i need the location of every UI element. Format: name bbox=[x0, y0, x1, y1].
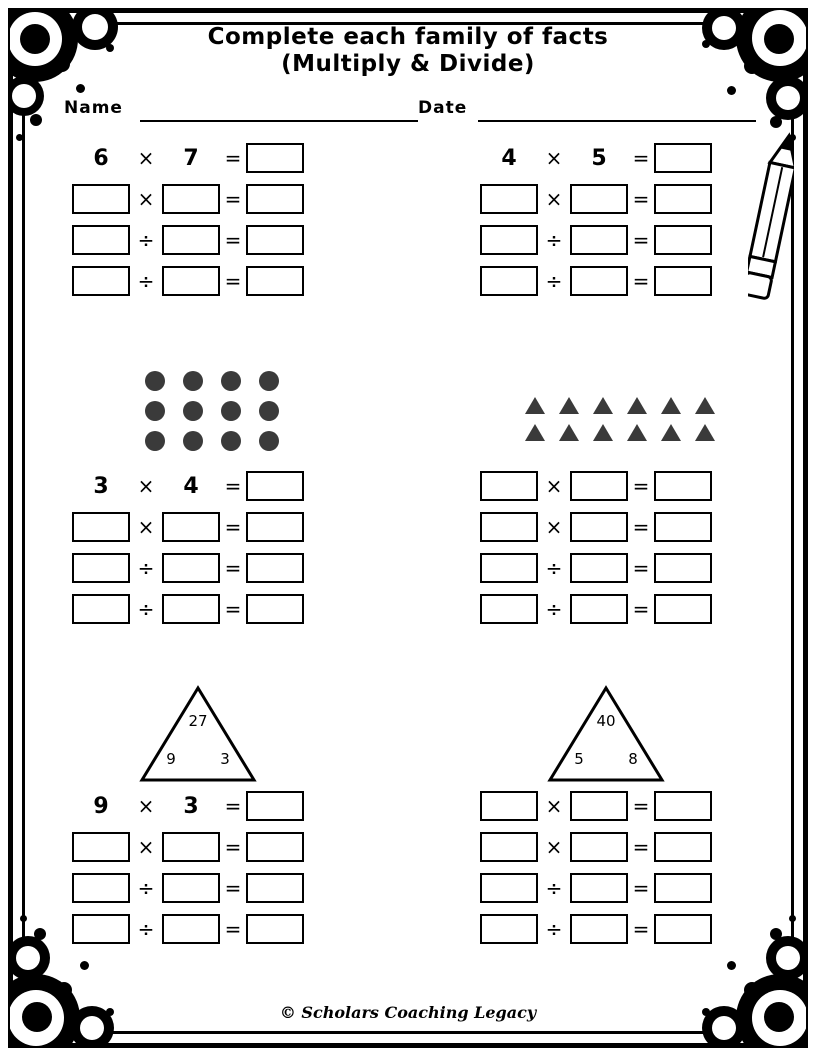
triangle-icon bbox=[695, 397, 715, 414]
name-label: Name bbox=[64, 98, 123, 118]
answer-box[interactable] bbox=[162, 594, 220, 624]
answer-box[interactable] bbox=[480, 791, 538, 821]
footer-credit: © Scholars Coaching Legacy bbox=[279, 1003, 537, 1022]
fact-row-given bbox=[480, 140, 712, 176]
answer-box[interactable] bbox=[570, 266, 628, 296]
answer-box[interactable] bbox=[480, 914, 538, 944]
answer-box[interactable] bbox=[162, 832, 220, 862]
fact-triangle-5 bbox=[138, 684, 258, 784]
fact-row bbox=[480, 870, 712, 906]
answer-box[interactable] bbox=[480, 184, 538, 214]
operator-divide: ÷ bbox=[545, 876, 563, 900]
given-factor-a: 6 bbox=[93, 145, 109, 171]
operator-times: × bbox=[137, 794, 155, 818]
answer-box[interactable] bbox=[246, 512, 304, 542]
answer-box[interactable] bbox=[654, 791, 712, 821]
dot-icon bbox=[183, 371, 203, 391]
fact-row bbox=[72, 591, 304, 627]
operator-divide: ÷ bbox=[137, 876, 155, 900]
fact-triangle-product: 27 bbox=[188, 712, 208, 730]
equals-sign: = bbox=[632, 556, 650, 580]
answer-box[interactable] bbox=[162, 914, 220, 944]
title-line-1: Complete each family of facts bbox=[207, 24, 609, 50]
name-input-line[interactable] bbox=[140, 120, 418, 122]
fact-row bbox=[72, 870, 304, 906]
answer-box[interactable] bbox=[654, 914, 712, 944]
given-factor-b: 4 bbox=[183, 473, 199, 499]
given-factor-a: 3 bbox=[93, 473, 109, 499]
operator-divide: ÷ bbox=[545, 556, 563, 580]
equals-sign: = bbox=[632, 228, 650, 252]
answer-box[interactable] bbox=[72, 914, 130, 944]
answer-box[interactable] bbox=[72, 225, 130, 255]
answer-box[interactable] bbox=[480, 471, 538, 501]
answer-box[interactable] bbox=[654, 143, 712, 173]
array-row bbox=[136, 426, 288, 456]
fact-row bbox=[72, 263, 304, 299]
answer-box[interactable] bbox=[162, 266, 220, 296]
fact-triangle-product: 40 bbox=[596, 712, 616, 730]
fact-row bbox=[480, 263, 712, 299]
answer-box[interactable] bbox=[162, 225, 220, 255]
answer-box[interactable] bbox=[480, 553, 538, 583]
fact-row bbox=[72, 181, 304, 217]
answer-box[interactable] bbox=[654, 873, 712, 903]
problem-group-4 bbox=[480, 468, 712, 632]
operator-times: × bbox=[137, 146, 155, 170]
fact-row bbox=[480, 509, 712, 545]
fact-row-given bbox=[72, 140, 304, 176]
answer-box[interactable] bbox=[570, 873, 628, 903]
array-row bbox=[136, 366, 288, 396]
answer-box[interactable] bbox=[480, 594, 538, 624]
operator-times: × bbox=[137, 474, 155, 498]
equals-sign: = bbox=[224, 269, 242, 293]
date-input-line[interactable] bbox=[478, 120, 756, 122]
equals-sign: = bbox=[632, 515, 650, 539]
fact-row bbox=[72, 222, 304, 258]
fact-row-given bbox=[72, 788, 304, 824]
dot-icon bbox=[145, 401, 165, 421]
fact-row bbox=[72, 509, 304, 545]
answer-box[interactable] bbox=[654, 832, 712, 862]
answer-box[interactable] bbox=[570, 553, 628, 583]
answer-box[interactable] bbox=[72, 512, 130, 542]
fact-row bbox=[480, 591, 712, 627]
answer-box[interactable] bbox=[72, 553, 130, 583]
operator-divide: ÷ bbox=[137, 228, 155, 252]
problem-group-5 bbox=[72, 788, 304, 952]
fact-triangle-6 bbox=[546, 684, 666, 784]
equals-sign: = bbox=[224, 187, 242, 211]
answer-box[interactable] bbox=[480, 266, 538, 296]
triangle-icon bbox=[593, 397, 613, 414]
fact-row bbox=[72, 911, 304, 947]
equals-sign: = bbox=[224, 835, 242, 859]
answer-box[interactable] bbox=[654, 471, 712, 501]
title-line-2: (Multiply & Divide) bbox=[281, 51, 535, 77]
triangle-icon bbox=[559, 397, 579, 414]
corner-decoration-top-left bbox=[10, 10, 160, 160]
triangle-icon bbox=[525, 424, 545, 441]
triangle-icon bbox=[593, 424, 613, 441]
equals-sign: = bbox=[632, 917, 650, 941]
triangle-array-2x6 bbox=[518, 392, 722, 446]
page-title bbox=[150, 24, 666, 78]
given-factor-b: 7 bbox=[183, 145, 199, 171]
dot-icon bbox=[259, 401, 279, 421]
operator-times: × bbox=[545, 187, 563, 211]
answer-box[interactable] bbox=[162, 873, 220, 903]
given-factor-a: 4 bbox=[501, 145, 517, 171]
dot-icon bbox=[145, 371, 165, 391]
operator-divide: ÷ bbox=[545, 269, 563, 293]
problem-group-3 bbox=[72, 468, 304, 632]
dot-icon bbox=[221, 401, 241, 421]
problem-group-2 bbox=[480, 140, 712, 304]
operator-divide: ÷ bbox=[137, 556, 155, 580]
answer-box[interactable] bbox=[654, 225, 712, 255]
name-date-row bbox=[58, 96, 758, 126]
answer-box[interactable] bbox=[246, 873, 304, 903]
equals-sign: = bbox=[632, 794, 650, 818]
answer-box[interactable] bbox=[480, 873, 538, 903]
operator-times: × bbox=[137, 187, 155, 211]
triangle-icon bbox=[661, 397, 681, 414]
fact-row bbox=[480, 788, 712, 824]
fact-row bbox=[480, 911, 712, 947]
answer-box[interactable] bbox=[72, 832, 130, 862]
pencil-icon bbox=[748, 130, 794, 315]
array-row bbox=[518, 419, 722, 446]
operator-times: × bbox=[545, 474, 563, 498]
answer-box[interactable] bbox=[72, 266, 130, 296]
dot-icon bbox=[145, 431, 165, 451]
operator-times: × bbox=[545, 794, 563, 818]
triangle-icon bbox=[695, 424, 715, 441]
array-row bbox=[518, 392, 722, 419]
answer-box[interactable] bbox=[654, 266, 712, 296]
date-label: Date bbox=[418, 98, 468, 118]
given-factor-b: 3 bbox=[183, 793, 199, 819]
triangle-icon bbox=[661, 424, 681, 441]
operator-divide: ÷ bbox=[137, 917, 155, 941]
operator-divide: ÷ bbox=[137, 269, 155, 293]
fact-row bbox=[480, 222, 712, 258]
answer-box[interactable] bbox=[162, 512, 220, 542]
answer-box[interactable] bbox=[246, 225, 304, 255]
equals-sign: = bbox=[224, 146, 242, 170]
operator-times: × bbox=[545, 515, 563, 539]
triangle-icon bbox=[627, 397, 647, 414]
dot-icon bbox=[221, 431, 241, 451]
answer-box[interactable] bbox=[162, 553, 220, 583]
operator-divide: ÷ bbox=[545, 917, 563, 941]
equals-sign: = bbox=[632, 597, 650, 621]
answer-box[interactable] bbox=[246, 594, 304, 624]
operator-divide: ÷ bbox=[137, 597, 155, 621]
given-factor-a: 9 bbox=[93, 793, 109, 819]
given-factor-b: 5 bbox=[591, 145, 607, 171]
answer-box[interactable] bbox=[570, 225, 628, 255]
answer-box[interactable] bbox=[246, 914, 304, 944]
answer-box[interactable] bbox=[570, 471, 628, 501]
operator-divide: ÷ bbox=[545, 228, 563, 252]
fact-triangle-factor-right: 8 bbox=[628, 750, 638, 768]
answer-box[interactable] bbox=[246, 553, 304, 583]
operator-times: × bbox=[137, 835, 155, 859]
equals-sign: = bbox=[632, 269, 650, 293]
equals-sign: = bbox=[632, 146, 650, 170]
answer-box[interactable] bbox=[654, 184, 712, 214]
fact-row bbox=[480, 468, 712, 504]
answer-box[interactable] bbox=[246, 471, 304, 501]
answer-box[interactable] bbox=[570, 594, 628, 624]
answer-box[interactable] bbox=[654, 553, 712, 583]
answer-box[interactable] bbox=[246, 143, 304, 173]
dot-icon bbox=[183, 401, 203, 421]
answer-box[interactable] bbox=[570, 791, 628, 821]
fact-triangle-factor-right: 3 bbox=[220, 750, 230, 768]
equals-sign: = bbox=[224, 876, 242, 900]
answer-box[interactable] bbox=[480, 225, 538, 255]
fact-triangle-factor-left: 5 bbox=[574, 750, 584, 768]
equals-sign: = bbox=[632, 187, 650, 211]
dot-icon bbox=[259, 431, 279, 451]
answer-box[interactable] bbox=[570, 832, 628, 862]
equals-sign: = bbox=[224, 474, 242, 498]
fact-row bbox=[480, 829, 712, 865]
operator-divide: ÷ bbox=[545, 597, 563, 621]
answer-box[interactable] bbox=[480, 512, 538, 542]
problem-group-6 bbox=[480, 788, 712, 952]
answer-box[interactable] bbox=[72, 873, 130, 903]
answer-box[interactable] bbox=[246, 791, 304, 821]
equals-sign: = bbox=[224, 794, 242, 818]
answer-box[interactable] bbox=[72, 184, 130, 214]
answer-box[interactable] bbox=[570, 914, 628, 944]
equals-sign: = bbox=[224, 515, 242, 539]
operator-times: × bbox=[545, 146, 563, 170]
fact-row bbox=[480, 181, 712, 217]
operator-times: × bbox=[545, 835, 563, 859]
triangle-icon bbox=[525, 397, 545, 414]
equals-sign: = bbox=[224, 228, 242, 252]
array-row bbox=[136, 396, 288, 426]
equals-sign: = bbox=[224, 597, 242, 621]
answer-box[interactable] bbox=[246, 832, 304, 862]
fact-row bbox=[480, 550, 712, 586]
operator-times: × bbox=[137, 515, 155, 539]
dot-icon bbox=[221, 371, 241, 391]
equals-sign: = bbox=[224, 556, 242, 580]
equals-sign: = bbox=[224, 917, 242, 941]
answer-box[interactable] bbox=[570, 184, 628, 214]
triangle-icon bbox=[627, 424, 647, 441]
fact-row bbox=[72, 550, 304, 586]
answer-box[interactable] bbox=[246, 184, 304, 214]
answer-box[interactable] bbox=[162, 184, 220, 214]
triangle-icon bbox=[559, 424, 579, 441]
dot-array-3x4 bbox=[136, 366, 288, 456]
equals-sign: = bbox=[632, 835, 650, 859]
answer-box[interactable] bbox=[654, 594, 712, 624]
dot-icon bbox=[259, 371, 279, 391]
answer-box[interactable] bbox=[72, 594, 130, 624]
answer-box[interactable] bbox=[246, 266, 304, 296]
equals-sign: = bbox=[632, 876, 650, 900]
problem-group-1 bbox=[72, 140, 304, 304]
answer-box[interactable] bbox=[570, 512, 628, 542]
fact-row-given bbox=[72, 468, 304, 504]
equals-sign: = bbox=[632, 474, 650, 498]
fact-row bbox=[72, 829, 304, 865]
answer-box[interactable] bbox=[480, 832, 538, 862]
dot-icon bbox=[183, 431, 203, 451]
answer-box[interactable] bbox=[654, 512, 712, 542]
fact-triangle-factor-left: 9 bbox=[166, 750, 176, 768]
